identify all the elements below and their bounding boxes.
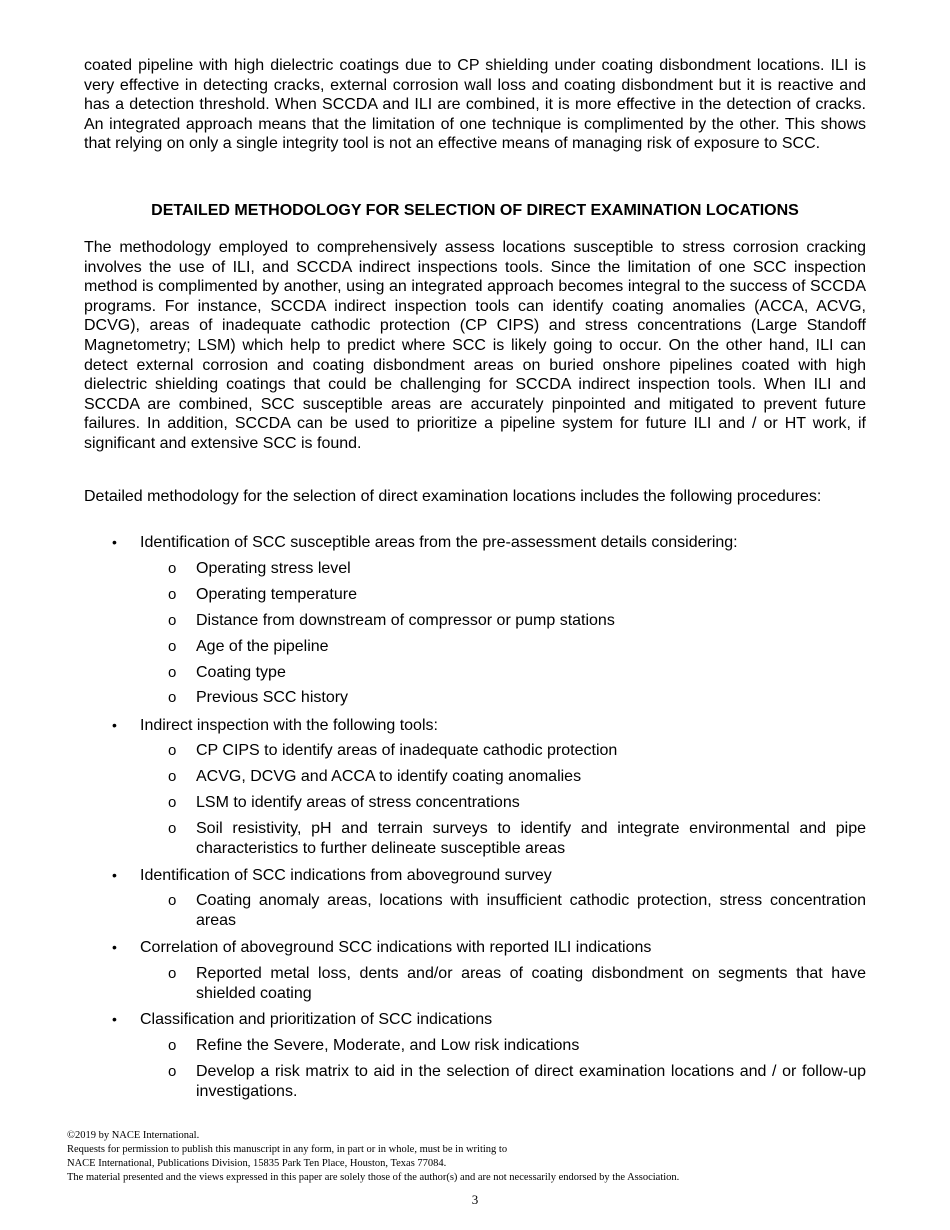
list-item-text: Identification of SCC susceptible areas from the pre-assessment details considering: (140, 534, 738, 551)
sub-bullet-marker: o (168, 689, 177, 706)
sub-bullet-marker: o (168, 638, 177, 655)
sub-list-item-text: Reported metal loss, dents and/or areas of coating disbondment on segments that have shielded coating (196, 965, 866, 1002)
bullet-marker: • (112, 717, 117, 733)
procedures-intro-paragraph: Detailed methodology for the selection of direct examination locations includes the following procedures: (84, 488, 822, 505)
sub-bullet-marker: o (168, 586, 177, 603)
bullet-marker: • (112, 534, 117, 550)
sub-list-item-text: Operating temperature (196, 586, 357, 603)
sub-list-item-text: Soil resistivity, pH and terrain surveys to identify and integrate environmental and pipe characteristics to further delineate susceptible areas (196, 820, 866, 857)
sub-bullet-marker: o (168, 560, 177, 577)
sub-list-item-text: Operating stress level (196, 560, 351, 577)
footer-permission: Requests for permission to publish this manuscript in any form, in part or in whole, must be in writing to (67, 1144, 508, 1155)
sub-list-item-text: Coating type (196, 664, 286, 681)
sub-list-item-text: Develop a risk matrix to aid in the selection of direct examination locations and / or follow-up investigations. (196, 1063, 866, 1100)
sub-bullet-marker: o (168, 892, 177, 909)
sub-list-item-text: LSM to identify areas of stress concentrations (196, 794, 520, 811)
sub-bullet-marker: o (168, 768, 177, 785)
intro-paragraph: coated pipeline with high dielectric coatings due to CP shielding under coating disbondment locations. ILI is very effective in detecting cracks, external corrosion wall loss and coating disbondment but it is reactive and has a detection threshold. When SCCDA and ILI are combined, it is more effective in the detection of cracks. An integrated approach means that the limitation of one technique is complimented by the other. This shows that relying on only a single integrity tool is not an effective means of managing risk of exposure to SCC. (84, 57, 866, 153)
list-item-text: Correlation of aboveground SCC indications with reported ILI indications (140, 939, 652, 956)
sub-bullet-marker: o (168, 1037, 177, 1054)
footer-copyright: ©2019 by NACE International. (67, 1130, 200, 1141)
bullet-marker: • (112, 1011, 117, 1027)
sub-list-item-text: Distance from downstream of compressor or pump stations (196, 612, 615, 629)
sub-list-item-text: ACVG, DCVG and ACCA to identify coating anomalies (196, 768, 582, 785)
sub-bullet-marker: o (168, 965, 177, 982)
section-heading: DETAILED METHODOLOGY FOR SELECTION OF DIRECT EXAMINATION LOCATIONS (151, 202, 799, 219)
list-item-text: Classification and prioritization of SCC indications (140, 1011, 493, 1028)
sub-list-item-text: Refine the Severe, Moderate, and Low risk indications (196, 1037, 580, 1054)
sub-bullet-marker: o (168, 794, 177, 811)
sub-bullet-marker: o (168, 612, 177, 629)
bullet-marker: • (112, 939, 117, 955)
sub-list-item-text: Previous SCC history (196, 689, 349, 706)
sub-list-item-text: Age of the pipeline (196, 638, 329, 655)
sub-bullet-marker: o (168, 820, 177, 837)
sub-list-item-text: Coating anomaly areas, locations with insufficient cathodic protection, stress concentration areas (196, 892, 866, 929)
sub-bullet-marker: o (168, 742, 177, 759)
bullet-marker: • (112, 867, 117, 883)
sub-list-item-text: CP CIPS to identify areas of inadequate cathodic protection (196, 742, 618, 759)
list-item-text: Identification of SCC indications from aboveground survey (140, 867, 552, 884)
sub-bullet-marker: o (168, 1063, 177, 1080)
sub-bullet-marker: o (168, 664, 177, 681)
list-item-text: Indirect inspection with the following tools: (140, 717, 438, 734)
footer-disclaimer: The material presented and the views expressed in this paper are solely those of the author(s) and are not necessarily endorsed by the Association. (67, 1172, 680, 1183)
page-number: 3 (471, 1192, 479, 1207)
methodology-paragraph: The methodology employed to comprehensively assess locations susceptible to stress corrosion cracking involves the use of ILI, and SCCDA indirect inspections tools. Since the limitation of one SCC inspection method is complimented by another, using an integrated approach becomes integral to the success of SCCDA programs. For instance, SCCDA indirect inspection tools can identify coating anomalies (ACCA, ACVG, DCVG), areas of inadequate cathodic protection (CP CIPS) and stress concentrations (Large Standoff Magnetometry; LSM) which help to predict where SCC is likely going to occur. On the other hand, ILI can detect external corrosion and coating disbondment areas on buried onshore pipelines coated with high dielectric shielding coatings that could be challenging for SCCDA indirect inspection tools. When ILI and SCCDA are combined, SCC susceptible areas are accurately pinpointed and mitigated to prevent future failures. In addition, SCCDA can be used to prioritize a pipeline system for future ILI and / or HT work, if significant and extensive SCC is found. (84, 239, 866, 452)
footer-address: NACE International, Publications Division, 15835 Park Ten Place, Houston, Texas 77084. (67, 1158, 447, 1169)
